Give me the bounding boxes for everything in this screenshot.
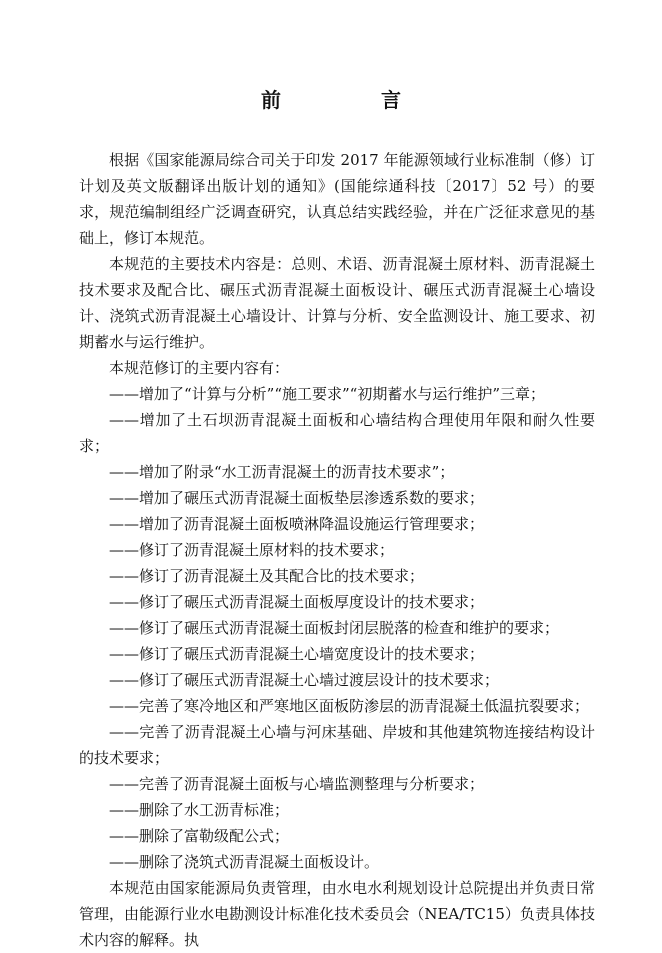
preface-body <box>79 147 595 953</box>
revision-item: ——修订了碾压式沥青混凝土面板封闭层脱落的检查和维护的要求； <box>109 619 560 637</box>
revision-item: ——修订了碾压式沥青混凝土心墙宽度设计的技术要求； <box>109 645 485 663</box>
revision-item: ——删除了富勒级配公式； <box>109 827 290 845</box>
revision-item: ——增加了沥青混凝土面板喷淋降温设施运行管理要求； <box>109 515 485 533</box>
revision-item: ——修订了碾压式沥青混凝土心墙过渡层设计的技术要求； <box>109 671 500 689</box>
revision-item: ——修订了沥青混凝土原材料的技术要求； <box>109 541 395 559</box>
revision-list <box>79 381 595 875</box>
page-title: 前 言 <box>261 88 441 112</box>
revision-item: ——增加了碾压式沥青混凝土面板垫层渗透系数的要求； <box>109 489 485 507</box>
revision-item: ——修订了沥青混凝土及其配合比的技术要求； <box>109 567 425 585</box>
revision-item: ——增加了“计算与分析”“施工要求”“初期蓄水与运行维护”三章； <box>109 385 546 403</box>
intro-paragraph: 根据《国家能源局综合司关于印发 2017 年能源领域行业标准制（修）订计划及英文版翻译出版计划的通知》(国能综通科技〔2017〕52 号）的要求，规范编制组经广泛调查研究，认真总结实践经验，并在广泛征求意见的基础上，修订本规范。 <box>79 151 595 247</box>
revision-item: ——完善了寒冷地区和严寒地区面板防渗层的沥青混凝土低温抗裂要求； <box>109 697 590 715</box>
revision-item: ——增加了土石坝沥青混凝土面板和心墙结构合理使用年限和耐久性要求； <box>79 411 595 455</box>
revision-item: ——修订了碾压式沥青混凝土面板厚度设计的技术要求； <box>109 593 485 611</box>
revision-item: ——删除了浇筑式沥青混凝土面板设计。 <box>109 853 380 871</box>
revision-item: ——增加了附录“水工沥青混凝土的沥青技术要求”； <box>109 463 455 481</box>
revision-item: ——完善了沥青混凝土心墙与河床基础、岸坡和其他建筑物连接结构设计的技术要求； <box>79 723 595 767</box>
revision-item: ——删除了水工沥青标准； <box>109 801 290 819</box>
revision-item: ——完善了沥青混凝土面板与心墙监测整理与分析要求； <box>109 775 485 793</box>
revisions-heading: 本规范修订的主要内容有： <box>109 359 290 377</box>
management-paragraph: 本规范由国家能源局负责管理，由水电水利规划设计总院提出并负责日常管理，由能源行业水电勘测设计标准化技术委员会（NEA/TC15）负责具体技术内容的解释。执 <box>79 879 595 949</box>
main-content-paragraph: 本规范的主要技术内容是：总则、术语、沥青混凝土原材料、沥青混凝土技术要求及配合比、碾压式沥青混凝土面板设计、碾压式沥青混凝土心墙设计、浇筑式沥青混凝土心墙设计、计算与分析、安全监测设计、施工要求、初期蓄水与运行维护。 <box>79 255 595 351</box>
